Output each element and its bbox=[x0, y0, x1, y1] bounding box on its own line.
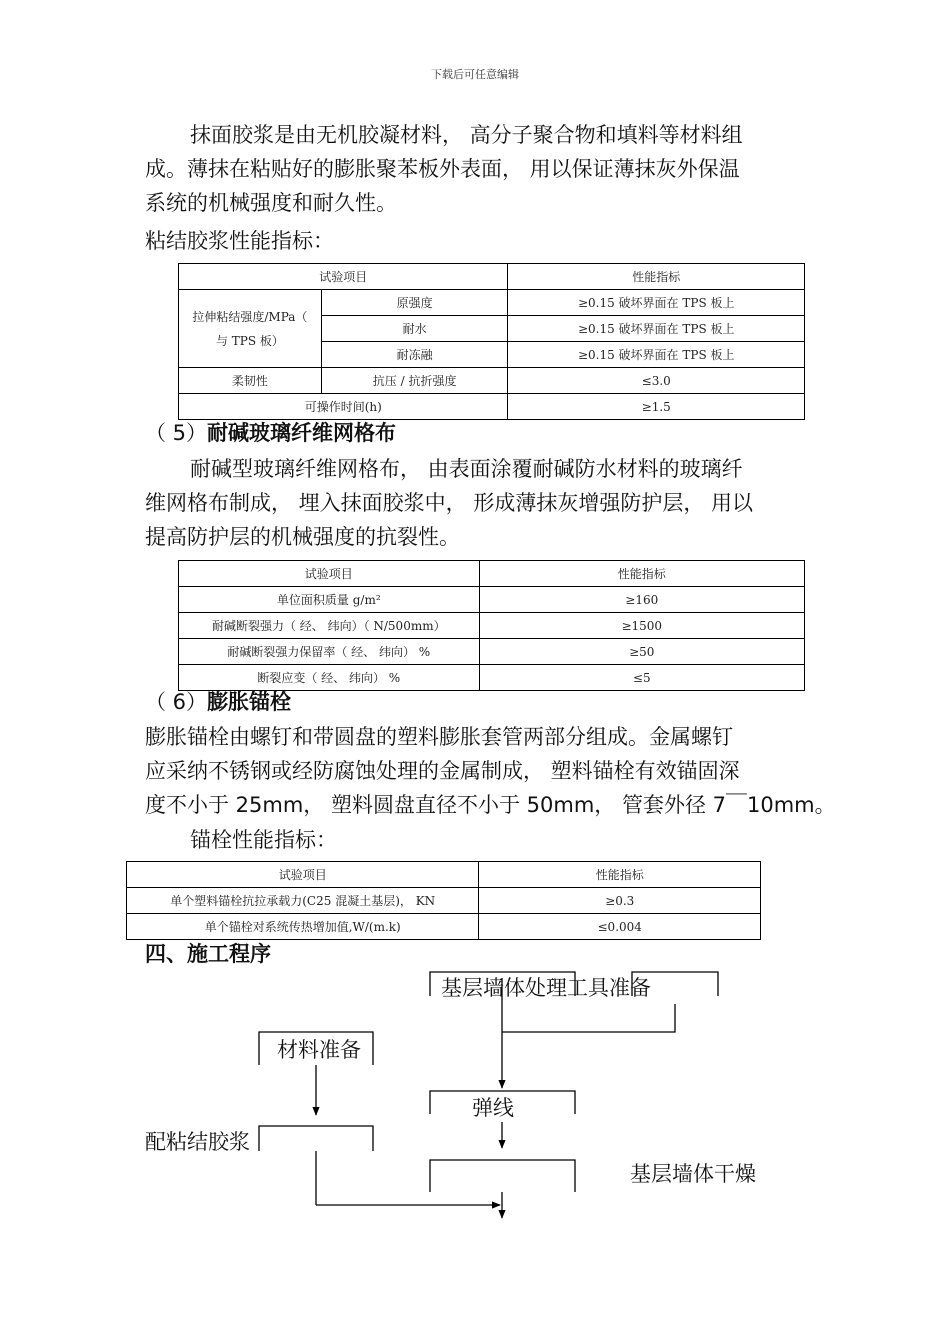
table3-caption: 锚栓性能指标： bbox=[190, 828, 337, 852]
table1-sub: 耐冻融 bbox=[321, 342, 508, 368]
table2-value: ≥50 bbox=[479, 639, 804, 665]
table3-item: 单个塑料锚栓抗拉承载力(C25 混凝土基层)， KN bbox=[127, 888, 479, 914]
flow-label-dry: 基层墙体干燥 bbox=[630, 1162, 756, 1186]
table1-flex-value: ≤3.0 bbox=[508, 368, 805, 394]
table1-header-value: 性能指标 bbox=[508, 264, 805, 290]
table2-header-value: 性能指标 bbox=[479, 561, 804, 587]
table3-header-item: 试验项目 bbox=[127, 862, 479, 888]
table3-header-value: 性能指标 bbox=[479, 862, 761, 888]
flow-connector-tools bbox=[502, 1004, 675, 1032]
para5-line-1: 耐碱型玻璃纤维网格布， 由表面涂覆耐碱防水材料的玻璃纤 bbox=[190, 457, 743, 481]
table2-item: 耐碱断裂强力保留率（ 经、 纬向） % bbox=[179, 639, 480, 665]
flow-label-base-prep: 基层墙体处理工具准备 bbox=[441, 976, 651, 1000]
table1-flex-sub: 抗压 / 抗折强度 bbox=[321, 368, 508, 394]
table2-value: ≤5 bbox=[479, 665, 804, 691]
flow-box-dry bbox=[430, 1160, 575, 1192]
table3-item: 单个锚栓对系统传热增加值,W/(m.k) bbox=[127, 914, 479, 940]
anchor-spec-table bbox=[126, 861, 761, 940]
table2-header-item: 试验项目 bbox=[179, 561, 480, 587]
table1-value: ≥0.15 破坏界面在 TPS 板上 bbox=[508, 290, 805, 316]
adhesive-spec-table bbox=[178, 263, 805, 420]
intro-line-2: 成。薄抹在粘贴好的膨胀聚苯板外表面， 用以保证薄抹灰外保温 bbox=[145, 157, 740, 181]
table1-value: ≥0.15 破坏界面在 TPS 板上 bbox=[508, 316, 805, 342]
table1-sub: 原强度 bbox=[321, 290, 508, 316]
table2-item: 耐碱断裂强力（ 经、 纬向）（ N/500mm） bbox=[179, 613, 480, 639]
table1-value: ≥0.15 破坏界面在 TPS 板上 bbox=[508, 342, 805, 368]
table3-value: ≥0.3 bbox=[479, 888, 761, 914]
flow-label-snap-line: 弹线 bbox=[472, 1096, 514, 1120]
table1-caption: 粘结胶浆性能指标： bbox=[145, 229, 334, 253]
intro-line-3: 系统的机械强度和耐久性。 bbox=[145, 191, 397, 215]
section4-heading: 四、施工程序 bbox=[145, 942, 271, 966]
para6-line-2: 应采纳不锈钢或经防腐蚀处理的金属制成， 塑料锚栓有效锚固深 bbox=[145, 759, 740, 783]
para6-line-3: 度不小于 25mm， 塑料圆盘直径不小于 50mm， 管套外径 7￣10mm。 bbox=[145, 793, 836, 817]
flow-label-mix: 配粘结胶浆 bbox=[145, 1130, 250, 1154]
para6-line-1: 膨胀锚栓由螺钉和带圆盘的塑料膨胀套管两部分组成。金属螺钉 bbox=[145, 725, 733, 749]
table2-value: ≥1500 bbox=[479, 613, 804, 639]
table1-flex-item: 柔韧性 bbox=[179, 368, 322, 394]
table1-group-label: 拉伸粘结强度/MPa（ 与 TPS 板） bbox=[179, 290, 322, 368]
para5-line-3: 提高防护层的机械强度的抗裂性。 bbox=[145, 525, 460, 549]
flow-box-mix bbox=[259, 1126, 373, 1151]
flow-label-material: 材料准备 bbox=[277, 1038, 361, 1062]
page-header: 下载后可任意编辑 bbox=[431, 68, 519, 81]
table2-item: 单位面积质量 g/m² bbox=[179, 587, 480, 613]
para5-line-2: 维网格布制成， 埋入抹面胶浆中， 形成薄抹灰增强防护层， 用以 bbox=[145, 491, 754, 515]
table1-sub: 耐水 bbox=[321, 316, 508, 342]
table3-value: ≤0.004 bbox=[479, 914, 761, 940]
section6-heading: （ 6）膨胀锚栓 bbox=[145, 690, 292, 714]
table2-item: 断裂应变（ 经、 纬向） % bbox=[179, 665, 480, 691]
mesh-spec-table bbox=[178, 560, 805, 691]
table1-header-item: 试验项目 bbox=[179, 264, 508, 290]
intro-line-1: 抹面胶浆是由无机胶凝材料， 高分子聚合物和填料等材料组 bbox=[190, 123, 743, 147]
table1-worktime-value: ≥1.5 bbox=[508, 394, 805, 420]
table1-worktime-item: 可操作时间(h) bbox=[179, 394, 508, 420]
table2-value: ≥160 bbox=[479, 587, 804, 613]
section5-heading: （ 5）耐碱玻璃纤维网格布 bbox=[145, 421, 397, 445]
